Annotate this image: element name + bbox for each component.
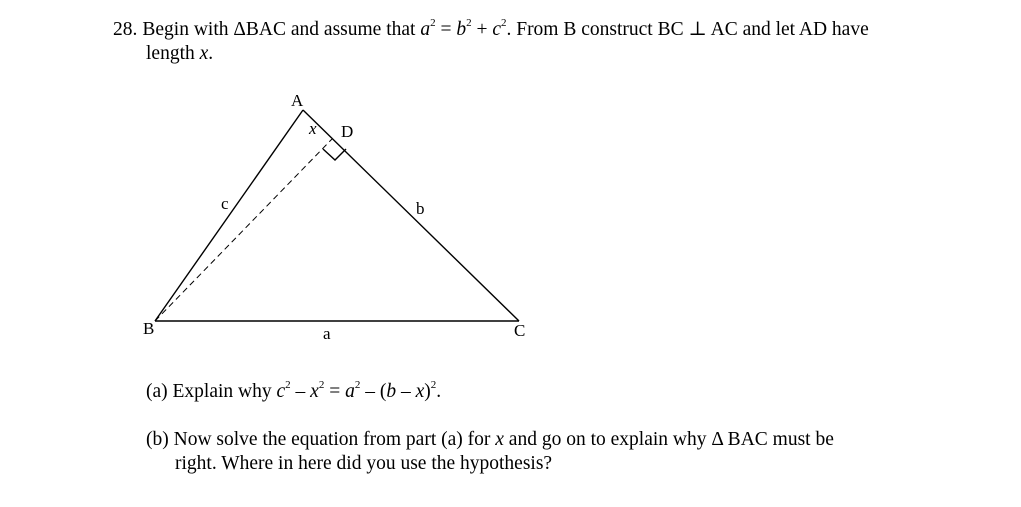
right-angle-marker xyxy=(323,149,346,160)
equation-exponent: 2 xyxy=(430,16,436,29)
equation-c: c xyxy=(492,19,501,40)
side-c-line xyxy=(155,110,303,321)
part-a-exponent: 2 xyxy=(318,378,325,391)
part-a-x2: x xyxy=(415,381,425,402)
side-label-c: c xyxy=(221,194,229,213)
part-a-exponent: 2 xyxy=(430,378,437,391)
equation-equals: = xyxy=(435,19,457,40)
problem-number: 28. xyxy=(113,19,138,40)
vertex-label-a: A xyxy=(291,91,304,110)
part-a-close-paren: ) xyxy=(424,381,431,402)
point-label-d: D xyxy=(341,122,354,141)
equation-exponent: 2 xyxy=(500,16,507,29)
problem-text-start: Begin with ΔBAC and assume that xyxy=(142,19,421,40)
problem-variable-x: x xyxy=(199,43,209,64)
side-label-a: a xyxy=(323,324,331,343)
part-a-text: (a) Explain why xyxy=(146,381,277,402)
part-a-question xyxy=(146,380,906,404)
part-a-c: c xyxy=(276,381,286,402)
part-a-a: a xyxy=(345,381,355,402)
equation-exponent: 2 xyxy=(466,16,472,29)
part-a-x: x xyxy=(310,381,319,402)
part-b-line-2: right. Where in here did you use the hypothesis? xyxy=(175,453,553,474)
side-label-b: b xyxy=(416,199,425,218)
problem-text-end: . From B construct BC ⊥ AC and let AD have xyxy=(506,19,869,40)
equation-a: a xyxy=(420,19,431,40)
part-b-variable-x: x xyxy=(495,429,504,450)
equation-plus: + xyxy=(471,19,493,40)
part-a-minus: – xyxy=(290,381,311,402)
part-a-b: b xyxy=(386,381,397,402)
vertex-label-b: B xyxy=(143,319,155,338)
vertex-label-c: C xyxy=(514,321,526,340)
equation-b: b xyxy=(456,19,467,40)
part-a-period: . xyxy=(436,381,442,402)
part-b-text-end: and go on to explain why Δ BAC must be xyxy=(503,429,834,450)
part-a-exponent: 2 xyxy=(354,378,361,391)
part-a-minus: – xyxy=(396,381,416,402)
problem-line2-text: length xyxy=(146,43,200,64)
part-b-line-1 xyxy=(146,428,906,452)
part-b-text-start: (b) Now solve the equation from part (a) for xyxy=(146,429,496,450)
part-a-exponent: 2 xyxy=(285,378,291,391)
part-a-minus-paren: – ( xyxy=(360,381,387,402)
altitude-bd-dashed xyxy=(155,139,332,321)
segment-label-x: x xyxy=(309,119,317,138)
part-b-question xyxy=(146,428,906,476)
part-a-equals: = xyxy=(324,381,346,402)
side-b-line xyxy=(303,110,519,321)
problem-line2-period: . xyxy=(208,43,214,64)
